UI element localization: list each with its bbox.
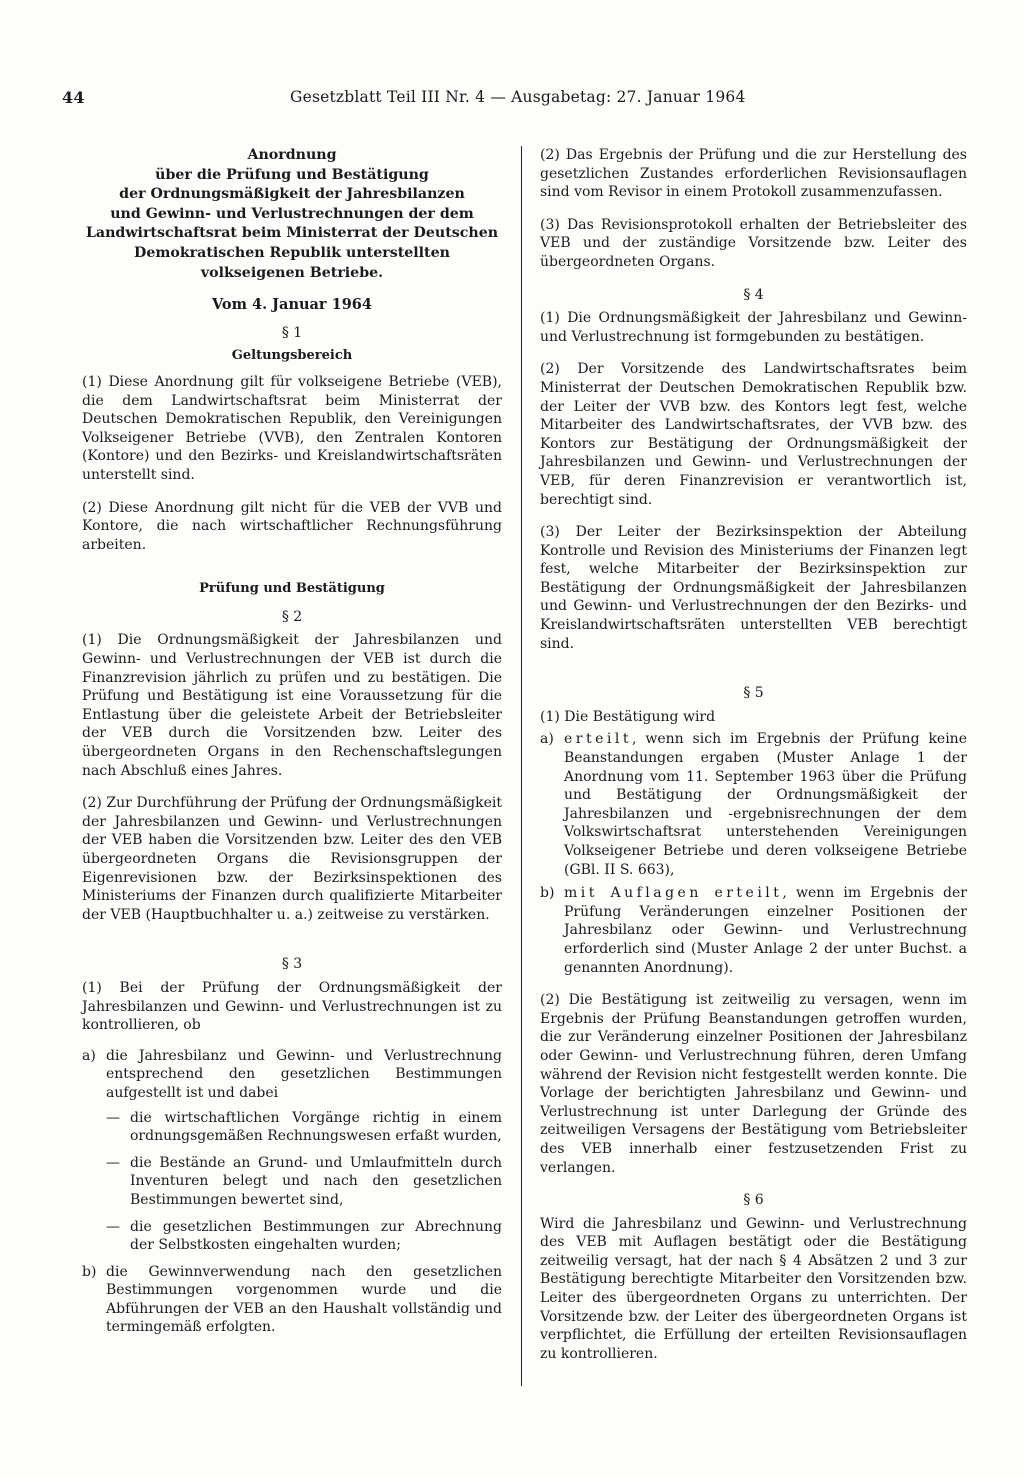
paragraph: (1) Die Bestätigung wird [540,708,716,725]
page-header [62,88,772,112]
paragraph: (2) Das Ergebnis der Prüfung und die zur Herstellung des gesetzlichen Zustandes erforderlichen Revisionsauflagen sind vom Revisor in einem Protokoll zusammenzufassen. [540,147,967,201]
section-heading-geltungsbereich: Geltungsbereich [231,348,353,364]
paragraph: (1) Die Ordnungsmäßigkeit der Jahresbilanz und Gewinn- und Verlustrechnung ist formgebunden zu bestätigen. [540,310,967,345]
list-item [540,730,967,879]
dash-label: — [106,1109,120,1126]
running-title: Gesetzblatt Teil III Nr. 4 — Ausgabetag: 27. Januar 1964 [290,88,746,106]
list-text-rest: , wenn im Ergebnis der Prüfung Veränderungen einzelner Positionen der Jahresbilanz oder Gewinn- und Verlustrechnung erforderlich sind (Muster Anlage 2 der unter Buchst. a genannten Anordnung). [564,885,967,976]
list-text-rest: , wenn sich im Ergebnis der Prüfung keine Beanstandungen ergaben (Muster Anlage 1 der Anordnung vom 11. September 1963 über die Prüfung und Bestätigung der Ordnungsmäßigkeit der Jahresbilanzen und -ergebnisrechnungen der dem Volkswirtschaftsrat unterstehenden Vereinigungen Volkseigener Betriebe und deren volkseigene Betriebe (GBl. II S. 663), [564,731,967,878]
paragraph: (2) Die Bestätigung ist zeitweilig zu versagen, wenn im Ergebnis der Prüfung Beanstandungen getroffen wurden, die zur Veränderung einzelner Positionen der Jahresbilanz oder Gewinn- und Verlustrechnung führen, deren Umfang während der Revision nicht festgestellt werden konnte. Die Vorlage der berichtigten Jahresbilanz und Gewinn- und Verlustrechnung ist unter Darlegung der Gründe des zeitweiligen Versagens der Bestätigung vom Betriebsleiter des VEB innerhalb einer festzusetzenden Frist zu verlangen. [540,992,967,1176]
column-divider [521,146,522,1386]
paragraph: (2) Zur Durchführung der Prüfung der Ordnungsmäßigkeit der Jahresbilanzen und Gewinn- und Verlustrechnungen der VEB haben die Vorsitzenden bzw. Leiter des den VEB übergeordneten Organs die Revisionsgruppen der Eigenrevisionen bzw. der Bezirksinspektionen des Ministeriums der Finanzen durch qualifizierte Mitarbeiter der VEB (Hauptbuchhalter u. a.) zeitweise zu verstärken. [82,795,502,923]
paragraph: (1) Die Ordnungsmäßigkeit der Jahresbilanzen und Gewinn- und Verlustrechnungen der VEB ist durch die Finanzrevision jährlich zu prüfen und zu bestätigen. Die Prüfung und Bestätigung ist eine Voraussetzung für die Entlastung über die geleistete Arbeit der Betriebsleiter der VEB durch die Vorsitzenden bzw. Leiter des übergeordneten Organs in den Rechenschaftslegungen nach Abschluß eines Jahres. [82,632,502,779]
dash-item [106,1218,502,1255]
paragraph: (2) Diese Anordnung gilt nicht für die VEB der VVB und Kontore, die nach wirtschaftlicher Rechnungsführung arbeiten. [82,499,502,553]
title-line: der Ordnungsmäßigkeit der Jahresbilanzen [119,186,465,203]
list-text [564,884,967,977]
list-label: a) [540,731,554,748]
paragraph: (1) Bei der Prüfung der Ordnungsmäßigkeit der Jahresbilanzen und Gewinn- und Verlustrechnungen ist zu kontrollieren, ob [82,979,502,1034]
dash-text: die gesetzlichen Bestimmungen zur Abrechnung der Selbstkosten eingehalten wurden; [130,1218,502,1254]
list-text: die Jahresbilanz und Gewinn- und Verlustrechnung entsprechend den gesetzlichen Bestimmungen aufgestellt ist und dabei [106,1047,502,1101]
section-sign-3: § 3 [281,956,303,973]
page-number: 44 [62,88,85,107]
list-label: a) [82,1047,96,1064]
list-label: b) [540,885,555,902]
emphasis-spaced: mit Auflagen erteilt [564,885,783,902]
paragraph: (2) Der Vorsitzende des Landwirtschaftsrates beim Ministerrat der Deutschen Demokratischen Republik bzw. der Leiter der VVB bzw. des Kontors legt fest, welche Mitarbeiter des Landwirtschaftsrates, der VVB bzw. des Kontors zur Bestätigung der Ordnungsmäßigkeit der Jahresbilanzen und Gewinn- und Verlustrechnungen der VEB, für deren Finanzrevision er verantwortlich ist, berechtigt sind. [540,361,967,508]
paragraph: (3) Das Revisionsprotokoll erhalten der Betriebsleiter des VEB und der zuständige Vorsitzende bzw. Leiter des übergeordneten Organs. [540,216,967,270]
list-item [82,1047,502,1103]
title-line: Demokratischen Republik unterstellten [134,244,450,261]
dash-label: — [106,1218,120,1235]
title-line: Anordnung [247,147,337,163]
section-sign-6: § 6 [743,1192,764,1209]
dash-list [106,1109,502,1255]
dash-item [106,1154,502,1210]
list-text [564,730,967,879]
section-sign-5: § 5 [743,685,764,702]
title-line: Landwirtschaftsrat beim Ministerrat der Deutschen [85,225,499,242]
dash-text: die Bestände an Grund- und Umlaufmitteln durch Inventuren belegt und nach den gesetzlichen Bestimmungen bewertet sind, [130,1154,502,1208]
document-date: Vom 4. Januar 1964 [212,296,372,314]
dash-text: die wirtschaftlichen Vorgänge richtig in einem ordnungsgemäßen Rechnungswesen erfaßt wurden, [130,1109,502,1145]
dash-item [106,1109,502,1146]
dash-label: — [106,1154,120,1171]
paragraph: (3) Der Leiter der Bezirksinspektion der Abteilung Kontrolle und Revision des Ministeriums der Finanzen legt fest, welche Mitarbeiter der Bezirksinspektion zur Bestätigung der Ordnungsmäßigkeit der Jahresbilanzen und Gewinn- und Verlustrechnungen der den Bezirks- und Kreislandwirtschaftsräten unterstellten VEB berechtigt sind. [540,524,967,652]
list-item [540,884,967,977]
list-label: b) [82,1263,97,1280]
left-column [82,146,502,1342]
title-line: volkseigenen Betriebe. [200,264,384,281]
section-sign-2: § 2 [281,608,303,625]
section-heading-pruefung: Prüfung und Bestätigung [199,581,385,597]
emphasis-spaced: erteilt [564,731,632,748]
title-line: und Gewinn- und Verlustrechnungen der dem [110,205,474,222]
section-sign-1: § 1 [281,324,303,341]
list-text: die Gewinnverwendung nach den gesetzlichen Bestimmungen vorgenommen wurde und die Abführungen der VEB an den Haushalt vollständig und termingemäß erfolgten. [106,1263,502,1336]
title-line: über die Prüfung und Bestätigung [155,166,429,183]
paragraph: (1) Diese Anordnung gilt für volkseigene Betriebe (VEB), die dem Landwirtschaftsrat beim Ministerrat der Deutschen Demokratischen Republik, den Vereinigungen Volkseigener Betriebe (VVB), den Zentralen Kontoren (Kontore) und den Bezirks- und Kreislandwirtschaftsräten unterstellt sind. [82,373,502,483]
document-title [82,146,502,283]
section-sign-4: § 4 [743,286,764,303]
right-column [540,146,967,1377]
paragraph: Wird die Jahresbilanz und Gewinn- und Verlustrechnung des VEB mit Auflagen bestätigt oder die Bestätigung zeitweilig versagt, hat der nach § 4 Absätzen 2 und 3 zur Bestätigung berechtigte Mitarbeiter den Vorsitzenden bzw. Leiter des übergeordneten Organs zu unterrichten. Der Vorsitzende bzw. der Leiter des übergeordneten Organs ist verpflichtet, die Erfüllung der erteilten Revisionsauflagen zu kontrollieren. [540,1215,967,1362]
list-item [82,1263,502,1337]
